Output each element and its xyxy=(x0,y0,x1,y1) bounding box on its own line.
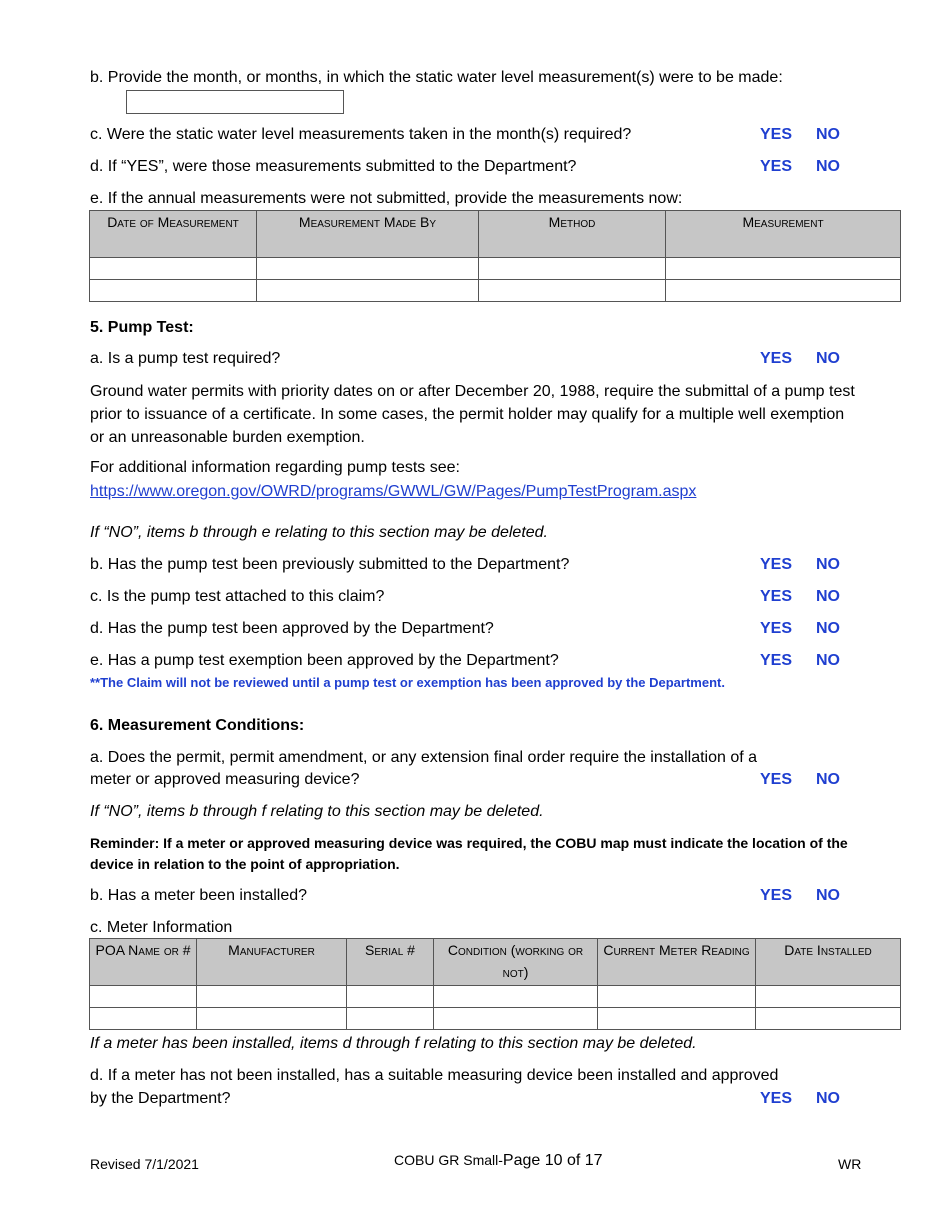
q5a-yes-option[interactable]: YES xyxy=(760,350,793,367)
q5e-no-option[interactable]: NO xyxy=(816,652,840,669)
q4d-no-option[interactable]: NO xyxy=(816,158,840,175)
q6a-no-option[interactable]: NO xyxy=(816,771,840,788)
table-cell[interactable] xyxy=(598,986,756,1008)
q4c-no-option[interactable]: NO xyxy=(816,126,840,143)
q6b-no-option[interactable]: NO xyxy=(816,887,840,904)
q5c-no-option[interactable]: NO xyxy=(816,588,840,605)
table-cell[interactable] xyxy=(434,1008,598,1030)
q6d-yes-option[interactable]: YES xyxy=(760,1090,793,1107)
table-row xyxy=(90,1008,901,1030)
question-4d: d. If “YES”, were those measurements submitted to the Department? xyxy=(90,158,577,175)
table-cell[interactable] xyxy=(197,986,347,1008)
footer-code: WR xyxy=(838,1156,862,1172)
table-row xyxy=(90,258,901,280)
question-4c: c. Were the static water level measurements taken in the month(s) required? xyxy=(90,126,632,143)
months-input-box[interactable] xyxy=(126,90,344,114)
col-condition: Condition (working or not) xyxy=(434,939,598,986)
table-cell[interactable] xyxy=(666,280,901,302)
footer-center xyxy=(394,1152,603,1170)
table-cell[interactable] xyxy=(756,1008,901,1030)
table-cell[interactable] xyxy=(347,1008,434,1030)
question-5a: a. Is a pump test required? xyxy=(90,350,281,367)
q4c-yes-option[interactable]: YES xyxy=(760,126,793,143)
table-cell[interactable] xyxy=(666,258,901,280)
table-cell[interactable] xyxy=(598,1008,756,1030)
q6a-yes-option[interactable]: YES xyxy=(760,771,793,788)
question-6b: b. Has a meter been installed? xyxy=(90,887,308,904)
footer-revised: Revised 7/1/2021 xyxy=(90,1156,199,1172)
col-serial: Serial # xyxy=(347,939,434,986)
col-measurement-made-by: Measurement Made By xyxy=(257,211,479,258)
table-row xyxy=(90,986,901,1008)
q5b-no-option[interactable]: NO xyxy=(816,556,840,573)
question-6c: c. Meter Information xyxy=(90,919,233,936)
table-cell[interactable] xyxy=(347,986,434,1008)
question-5c: c. Is the pump test attached to this claim? xyxy=(90,588,385,605)
col-measurement: Measurement xyxy=(666,211,901,258)
section-6-title: 6. Measurement Conditions: xyxy=(90,717,305,734)
footer-doc-name: COBU GR Small- xyxy=(394,1152,503,1168)
question-5d: d. Has the pump test been approved by the Department? xyxy=(90,620,494,637)
q5e-yes-option[interactable]: YES xyxy=(760,652,793,669)
pump-test-info: For additional information regarding pump tests see: xyxy=(90,459,460,476)
question-6d-line2: by the Department? xyxy=(90,1090,231,1107)
table-cell[interactable] xyxy=(197,1008,347,1030)
measurements-table xyxy=(89,210,901,302)
q4d-yes-option[interactable]: YES xyxy=(760,158,793,175)
q5d-no-option[interactable]: NO xyxy=(816,620,840,637)
q5a-no-option[interactable]: NO xyxy=(816,350,840,367)
table-cell[interactable] xyxy=(257,280,479,302)
question-4e: e. If the annual measurements were not submitted, provide the measurements now: xyxy=(90,190,683,207)
section-6-note: If “NO”, items b through f relating to this section may be deleted. xyxy=(90,803,544,820)
table-cell[interactable] xyxy=(479,280,666,302)
question-4b: b. Provide the month, or months, in which the static water level measurement(s) were to be made: xyxy=(90,69,783,86)
q5b-yes-option[interactable]: YES xyxy=(760,556,793,573)
section-5-note: If “NO”, items b through e relating to this section may be deleted. xyxy=(90,524,548,541)
table-cell[interactable] xyxy=(90,1008,197,1030)
question-6d-line1: d. If a meter has not been installed, has a suitable measuring device been installed and approved xyxy=(90,1067,779,1084)
question-6a-line1: a. Does the permit, permit amendment, or any extension final order require the installation of a xyxy=(90,749,758,766)
q5d-yes-option[interactable]: YES xyxy=(760,620,793,637)
footer-page-number: Page 10 of 17 xyxy=(502,1152,603,1169)
col-date-of-measurement: Date of Measurement xyxy=(90,211,257,258)
table-cell[interactable] xyxy=(479,258,666,280)
table-cell[interactable] xyxy=(257,258,479,280)
q6d-no-option[interactable]: NO xyxy=(816,1090,840,1107)
table-cell[interactable] xyxy=(434,986,598,1008)
table-cell[interactable] xyxy=(90,986,197,1008)
col-current-meter-reading: Current Meter Reading xyxy=(598,939,756,986)
question-5e: e. Has a pump test exemption been approved by the Department? xyxy=(90,652,559,669)
table-cell[interactable] xyxy=(90,280,257,302)
table-cell[interactable] xyxy=(756,986,901,1008)
q6b-yes-option[interactable]: YES xyxy=(760,887,793,904)
pump-test-warning: **The Claim will not be reviewed until a pump test or exemption has been approved by the Department. xyxy=(90,675,725,690)
col-manufacturer: Manufacturer xyxy=(197,939,347,986)
pump-test-program-link[interactable]: https://www.oregon.gov/OWRD/programs/GWWL/GW/Pages/PumpTestProgram.aspx xyxy=(90,483,697,500)
col-poa-name: POA Name or # xyxy=(90,939,197,986)
cobu-map-reminder: Reminder: If a meter or approved measuring device was required, the COBU map must indicate the location of the device in relation to the point of appropriation. xyxy=(90,835,848,872)
table-cell[interactable] xyxy=(90,258,257,280)
question-6a-line2: meter or approved measuring device? xyxy=(90,771,360,788)
q5c-yes-option[interactable]: YES xyxy=(760,588,793,605)
meter-information-table xyxy=(89,938,901,1030)
col-date-installed: Date Installed xyxy=(756,939,901,986)
table-row xyxy=(90,280,901,302)
section-5-title: 5. Pump Test: xyxy=(90,319,194,336)
section-6-note-2: If a meter has been installed, items d through f relating to this section may be deleted. xyxy=(90,1035,697,1052)
question-5b: b. Has the pump test been previously submitted to the Department? xyxy=(90,556,570,573)
pump-test-paragraph: Ground water permits with priority dates on or after December 20, 1988, require the submittal of a pump test prior to issuance of a certificate. In some cases, the permit holder may qualify for a multiple well exemption or an unreasonable burden exemption. xyxy=(90,383,855,446)
col-method: Method xyxy=(479,211,666,258)
